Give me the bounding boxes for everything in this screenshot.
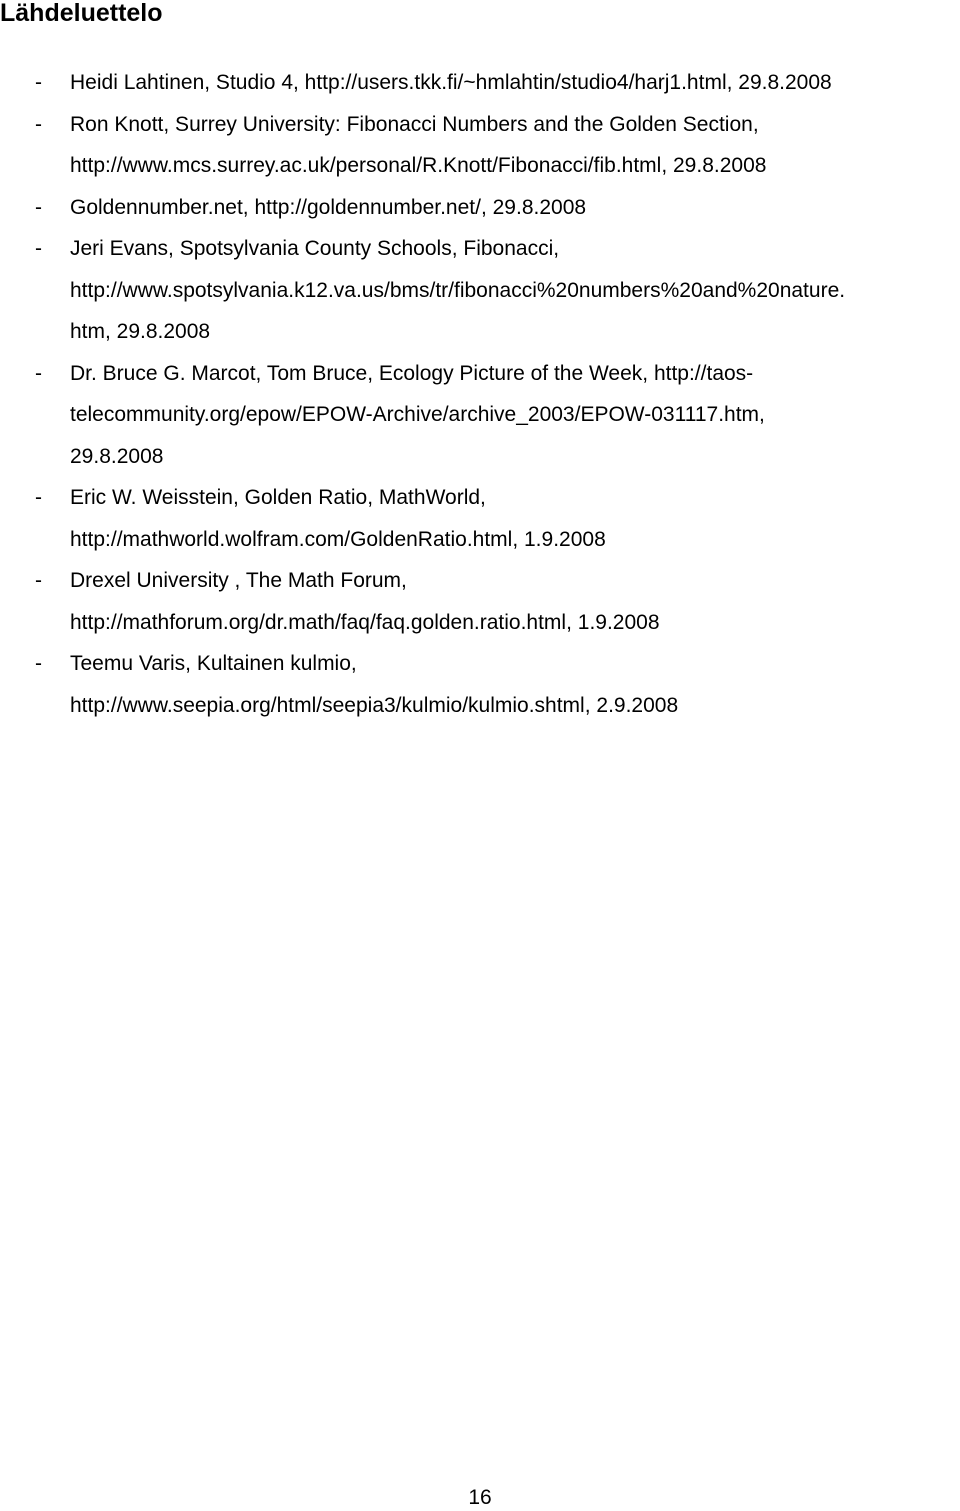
reference-text-line: http://mathworld.wolfram.com/GoldenRatio.html, 1.9.2008 <box>70 527 606 551</box>
reference-text-line: htm, 29.8.2008 <box>70 320 211 343</box>
reference-item <box>0 643 960 726</box>
reference-text-line: Dr. Bruce G. Marcot, Tom Bruce, Ecology Picture of the Week, http://taos- <box>70 361 754 385</box>
list-bullet: - <box>35 195 42 219</box>
list-bullet: - <box>35 569 42 592</box>
reference-text-line: 29.8.2008 <box>70 444 164 468</box>
page-number: 16 <box>468 1486 492 1509</box>
reference-text-line: Goldennumber.net, http://goldennumber.net/, 29.8.2008 <box>70 195 587 219</box>
reference-item <box>0 560 960 643</box>
reference-text-line: Teemu Varis, Kultainen kulmio, <box>70 652 357 675</box>
reference-text-line: Jeri Evans, Spotsylvania County Schools, Fibonacci, <box>70 237 560 260</box>
reference-item <box>0 228 960 353</box>
reference-item <box>0 353 960 478</box>
reference-text-line: http://www.seepia.org/html/seepia3/kulmio/kulmio.shtml, 2.9.2008 <box>70 693 679 717</box>
reference-text-line: Heidi Lahtinen, Studio 4, http://users.tkk.fi/~hmlahtin/studio4/harj1.html, 29.8.2008 <box>70 71 832 94</box>
reference-text-line: http://www.spotsylvania.k12.va.us/bms/tr/fibonacci%20numbers%20and%20nature. <box>70 278 846 302</box>
list-bullet: - <box>35 71 42 94</box>
list-bullet: - <box>35 361 42 385</box>
reference-text-line: Drexel University , The Math Forum, <box>70 569 407 592</box>
reference-text-line: telecommunity.org/epow/EPOW-Archive/archive_2003/EPOW-031117.htm, <box>70 403 765 426</box>
reference-item <box>0 104 960 187</box>
reference-item <box>0 187 960 229</box>
list-bullet: - <box>35 237 42 260</box>
reference-text-line: http://www.mcs.surrey.ac.uk/personal/R.Knott/Fibonacci/fib.html, 29.8.2008 <box>70 154 767 177</box>
list-bullet: - <box>35 112 42 136</box>
list-bullet: - <box>35 486 42 509</box>
reference-item <box>0 62 960 104</box>
reference-list <box>0 62 960 726</box>
reference-text-line: Eric W. Weisstein, Golden Ratio, MathWorld, <box>70 486 486 509</box>
reference-text-line: Ron Knott, Surrey University: Fibonacci Numbers and the Golden Section, <box>70 112 759 136</box>
reference-text-line: http://mathforum.org/dr.math/faq/faq.golden.ratio.html, 1.9.2008 <box>70 610 660 634</box>
list-bullet: - <box>35 652 42 675</box>
page-title: Lähdeluettelo <box>0 0 163 27</box>
reference-item <box>0 477 960 560</box>
